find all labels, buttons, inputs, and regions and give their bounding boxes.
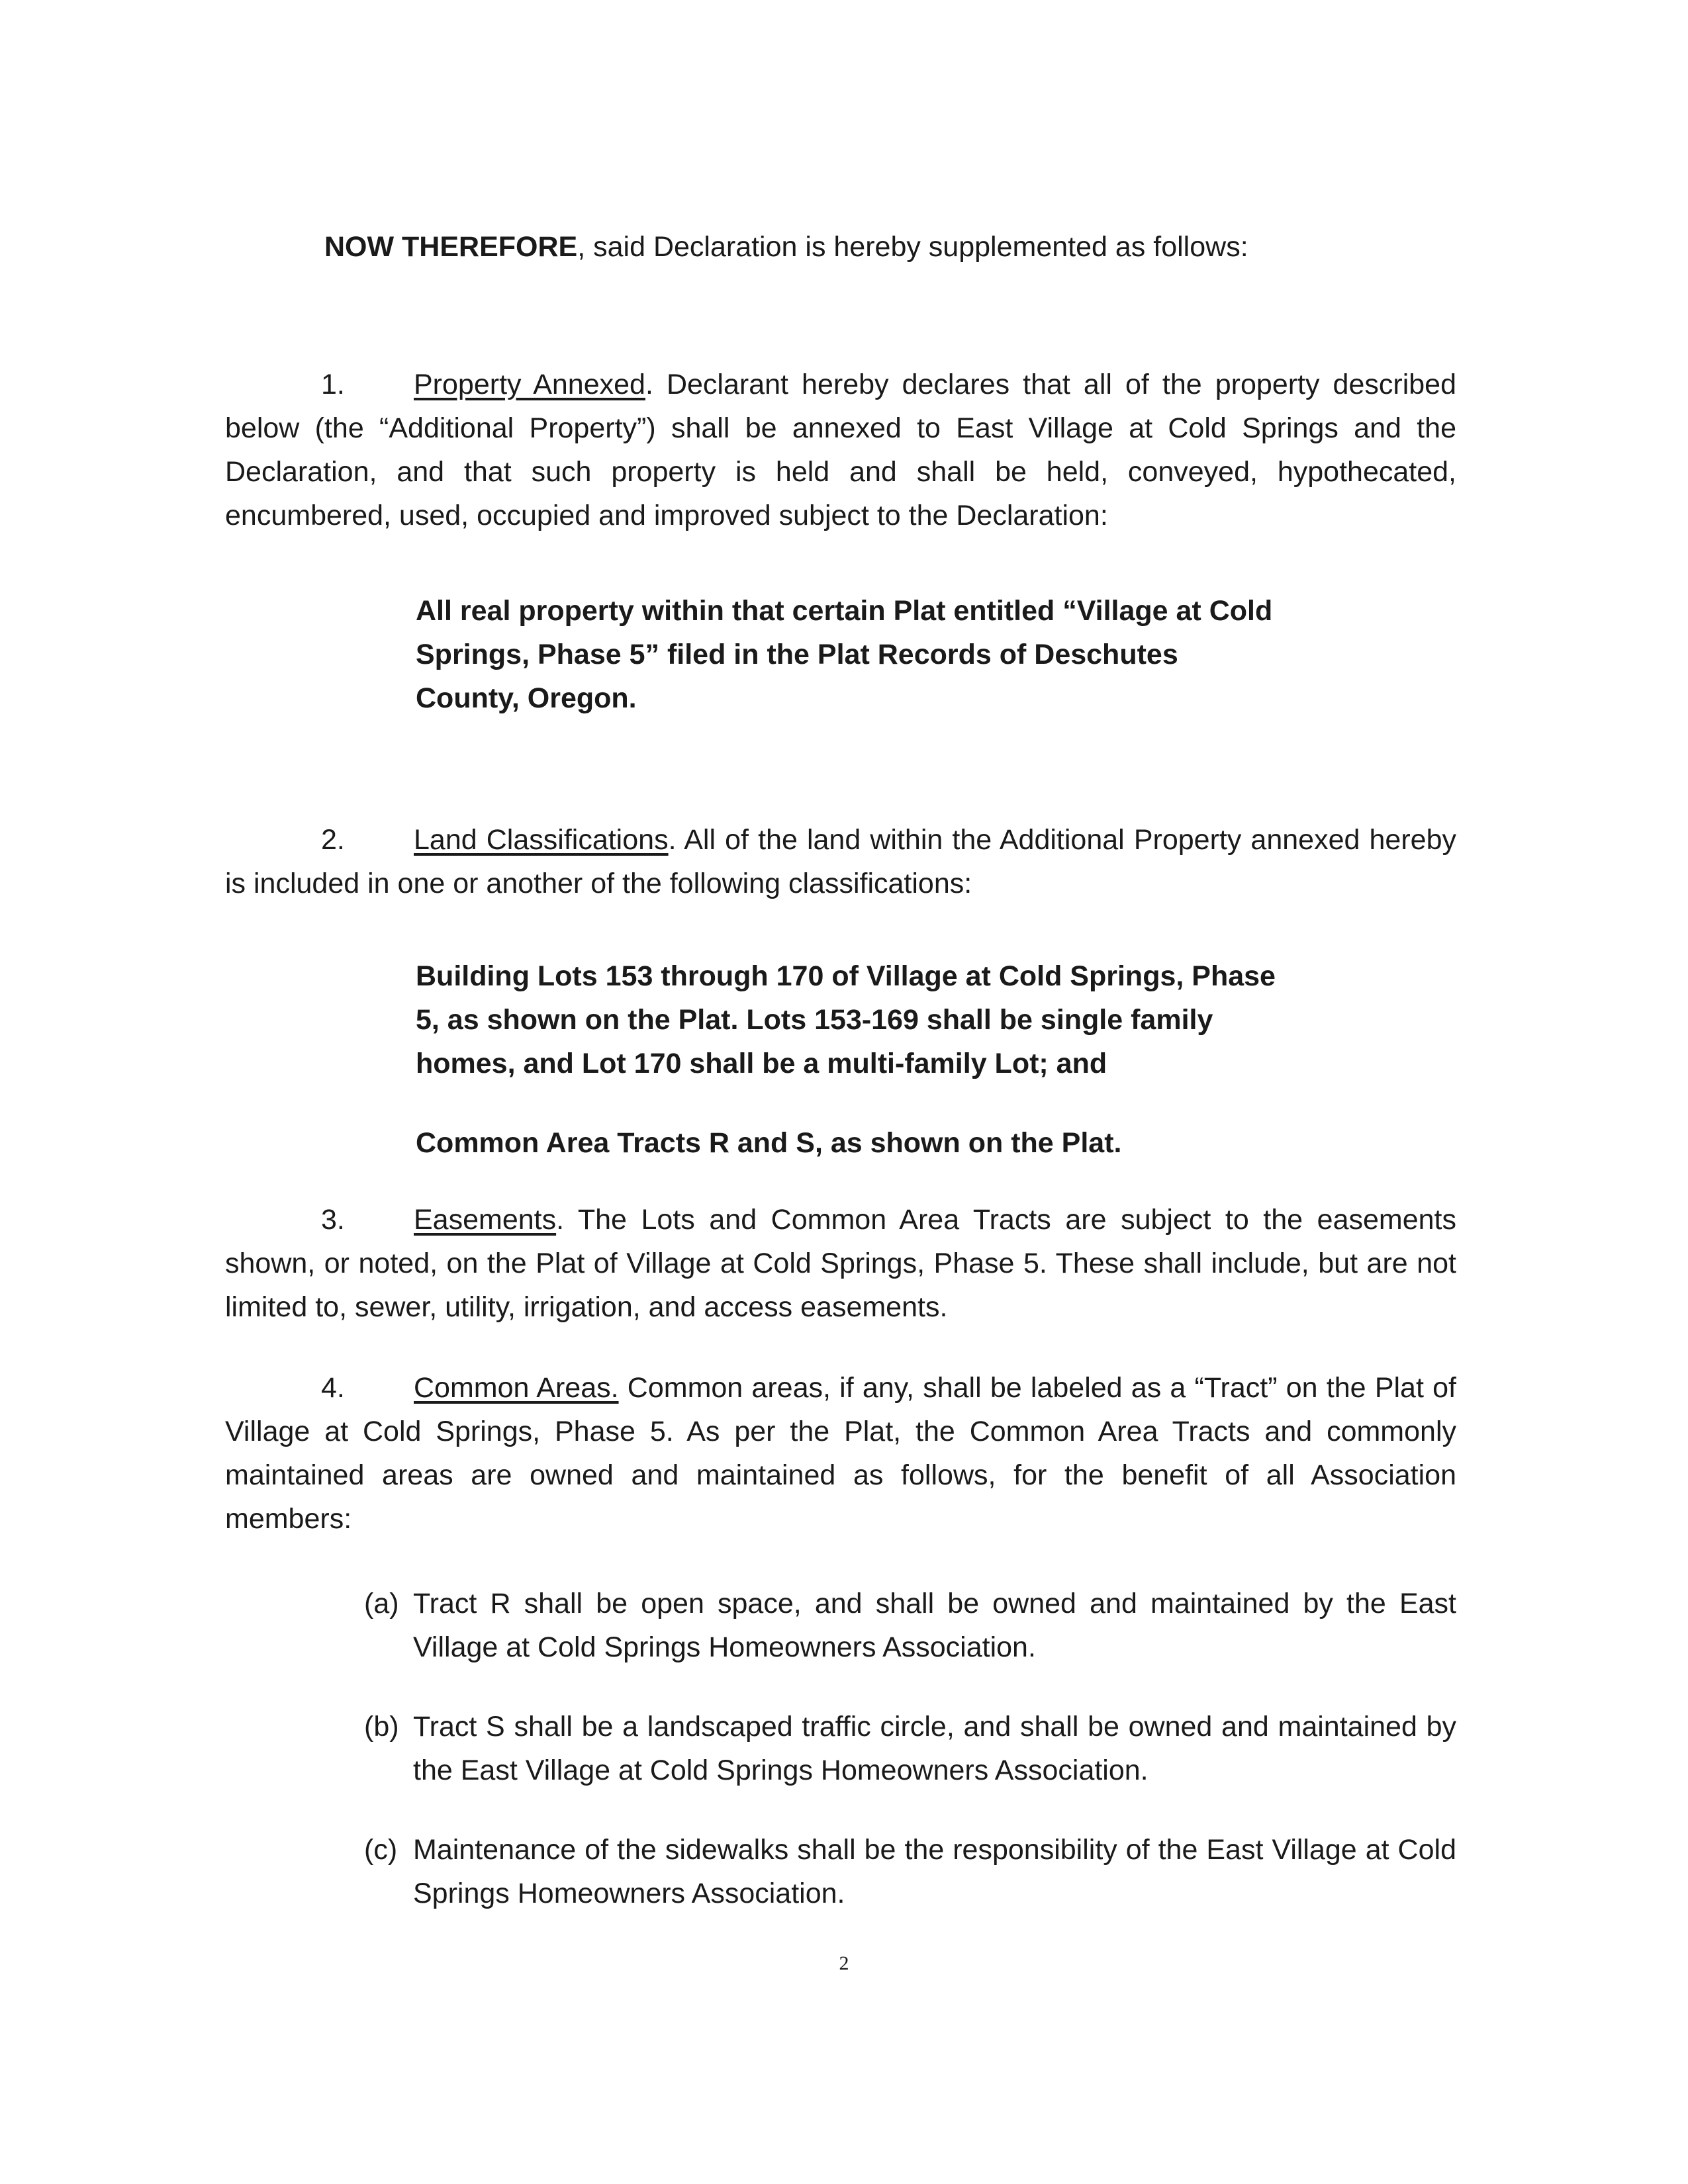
section-number: 1. <box>321 369 345 400</box>
section-text: All of the land within the Additional Property annexed hereby is included in one or another of the following classifications: <box>225 824 1456 899</box>
subitem-text: Tract R shall be open space, and shall be owned and maintained by the East Village at Cold Springs Homeowners Association. <box>413 1588 1456 1663</box>
section-heading: Common Areas. <box>414 1372 619 1404</box>
section-heading-punct: . <box>556 1204 565 1236</box>
intro-text: , said Declaration is hereby supplemented as follows: <box>577 231 1248 263</box>
section-3-easements <box>225 1198 1456 1329</box>
section-heading: Property Annexed <box>414 369 645 400</box>
section-heading-punct: . <box>668 824 677 856</box>
subitem-text: Tract S shall be a landscaped traffic circle, and shall be owned and maintained by the East Village at Cold Springs Homeowners Association. <box>413 1711 1456 1786</box>
intro-paragraph <box>324 225 1450 269</box>
subitem-tag: (b) <box>364 1711 399 1743</box>
section-1-property-annexed <box>225 363 1456 537</box>
section-text: The Lots and Common Area Tracts are subject to the easements shown, or noted, on the Plat of Village at Cold Springs, Phase 5. These shall include, but are not limited to, sewer, utility, irrigation, and access easements. <box>225 1204 1456 1323</box>
section-number: 2. <box>321 824 345 856</box>
subitem-tag: (c) <box>364 1834 398 1866</box>
section-2-land-classifications <box>225 818 1456 905</box>
subitem-c <box>364 1828 1456 1915</box>
subitem-b <box>364 1705 1456 1792</box>
section-number: 3. <box>321 1204 345 1236</box>
section-text: Declarant hereby declares that all of the property described below (the “Additional Property”) shall be annexed to East Village at Cold Springs and the Declaration, and that such property is held and shall be held, conveyed, hypothecated, encumbered, used, occupied and improved subject to the Declaration: <box>225 369 1456 531</box>
subitem-tag: (a) <box>364 1588 399 1619</box>
subitem-a <box>364 1582 1456 1669</box>
inset-common-area-tracts: Common Area Tracts R and S, as shown on the Plat. <box>416 1127 1122 1159</box>
section-heading: Land Classifications <box>414 824 669 856</box>
section-4-common-areas <box>225 1366 1456 1541</box>
intro-bold-lead: NOW THEREFORE <box>324 231 578 263</box>
inset-property-description: All real property within that certain Plat entitled “Village at Cold Springs, Phase 5” filed in the Plat Records of Deschutes County, Oregon. <box>416 595 1273 714</box>
section-heading: Easements <box>414 1204 557 1236</box>
page-number: 2 <box>839 1952 849 1974</box>
inset-building-lots: Building Lots 153 through 170 of Village at Cold Springs, Phase 5, as shown on the Plat. Lots 153-169 shall be single family homes, and Lot 170 shall be a multi-family Lot; and <box>416 960 1276 1079</box>
section-text: Common areas, if any, shall be labeled as a “Tract” on the Plat of Village at Cold Springs, Phase 5. As per the Plat, the Common Area Tracts and commonly maintained areas are owned and maintained as follows, for the benefit of all Association members: <box>225 1372 1456 1535</box>
section-heading-punct: . <box>645 369 653 400</box>
section-number: 4. <box>321 1372 345 1404</box>
subitem-text: Maintenance of the sidewalks shall be the responsibility of the East Village at Cold Springs Homeowners Association. <box>413 1834 1456 1909</box>
